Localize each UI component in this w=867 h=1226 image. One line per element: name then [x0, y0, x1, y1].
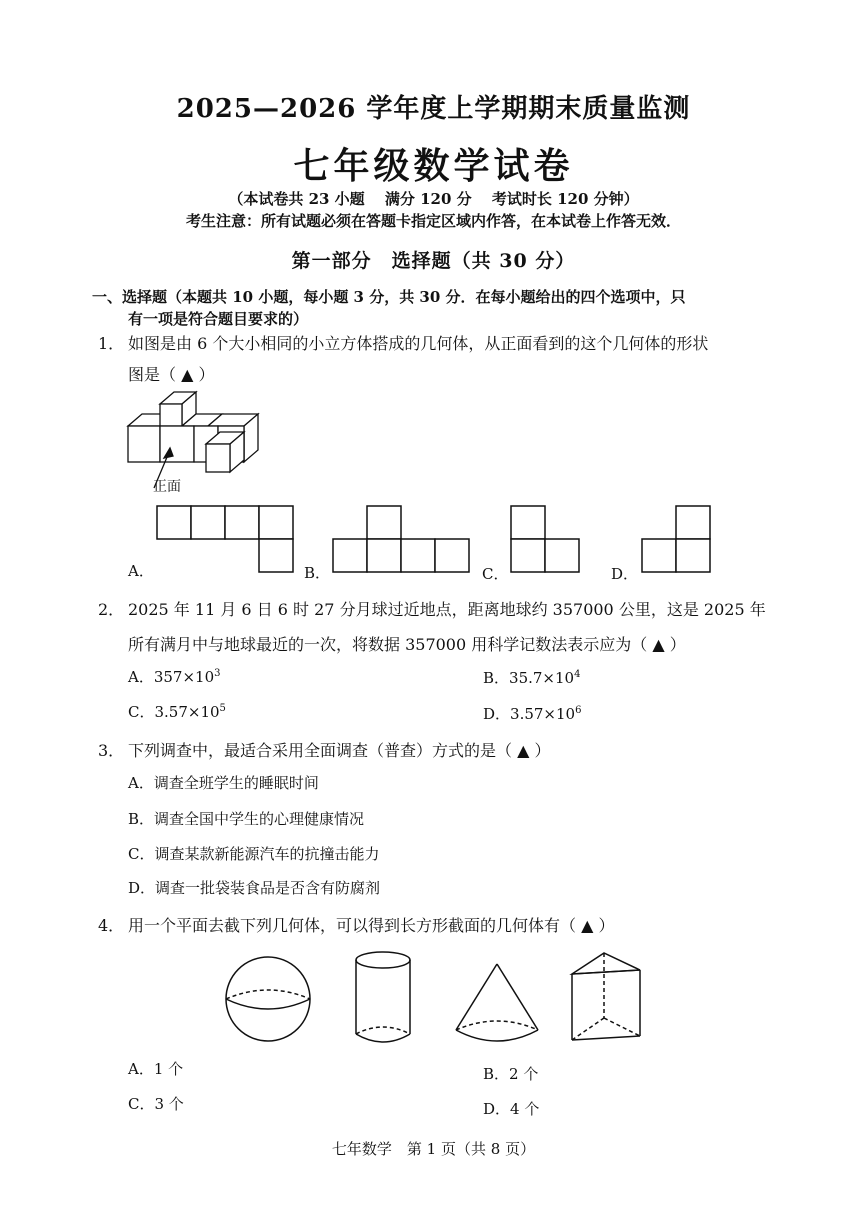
option-base: 357×10: [153, 668, 215, 686]
section-heading-line2: 有一项是符合题目要求的）: [128, 310, 309, 328]
question-4-option-b[interactable]: B．2 个: [483, 1065, 539, 1083]
question-2-option-c[interactable]: [128, 701, 226, 722]
question-3-option-c[interactable]: C．调查某款新能源汽车的抗撞击能力: [128, 845, 380, 863]
exam-notice: 考生注意：所有试题必须在答题卡指定区域内作答，在本试卷上作答无效．: [185, 212, 681, 230]
question-3-option-b[interactable]: B．调查全国中学生的心理健康情况: [128, 810, 365, 828]
question-1-number: 1．: [98, 334, 125, 353]
exam-title-line1: 2025—2026 学年度上学期期末质量监测: [176, 94, 691, 124]
sphere-figure: [224, 955, 314, 1043]
option-b-label[interactable]: B．: [304, 564, 331, 582]
question-4-number: 4．: [98, 916, 125, 935]
question-1-text-line1: 如图是由 6 个大小相同的小立方体搭成的几何体，从正面看到的这个几何体的形状: [128, 334, 709, 353]
option-a-label[interactable]: A．: [128, 562, 154, 580]
figure-front-label: 正面: [153, 479, 181, 495]
exam-title-line2: 七年级数学试卷: [293, 145, 574, 187]
option-c-view: [510, 505, 590, 575]
question-3-option-a[interactable]: A．调查全班学生的睡眠时间: [128, 774, 319, 792]
option-a-view: [156, 505, 296, 575]
option-label: B．: [483, 669, 510, 687]
option-exponent: 5: [219, 703, 226, 714]
exam-info: （本试卷共 23 小题 满分 120 分 考试时长 120 分钟）: [228, 190, 639, 208]
option-label: D．: [483, 705, 511, 723]
prism-figure: [568, 950, 644, 1046]
question-2-text-line1: 2025 年 11 月 6 日 6 时 27 分月球过近地点，距离地球约 357000 公里，这是 2025 年: [128, 600, 766, 619]
option-base: 3.57×10: [154, 703, 220, 721]
page-footer: 七年数学 第 1 页（共 8 页）: [331, 1140, 536, 1158]
cone-figure: [453, 962, 543, 1046]
question-2-number: 2．: [98, 600, 125, 619]
question-2-option-a[interactable]: [128, 666, 221, 687]
question-4-option-a[interactable]: A．1 个: [128, 1060, 184, 1078]
question-3-option-d[interactable]: D．调查一批袋装食品是否含有防腐剂: [128, 879, 381, 897]
question-1-text-line2: 图是（ ▲ ）: [128, 365, 215, 384]
option-d-view: [641, 505, 721, 575]
option-base: 35.7×10: [509, 669, 575, 687]
option-exponent: 3: [214, 668, 221, 679]
option-label: C．: [128, 703, 155, 721]
cube-solid-figure: [120, 388, 270, 498]
option-exponent: 6: [575, 705, 582, 716]
option-label: A．: [128, 668, 154, 686]
cylinder-figure: [354, 950, 414, 1046]
option-b-view: [332, 505, 472, 575]
section-heading-line1: 一、选择题（本题共 10 小题，每小题 3 分，共 30 分．在每小题给出的四个选项中，只: [92, 288, 686, 306]
option-d-label[interactable]: D．: [611, 565, 639, 583]
question-3-text: 下列调查中，最适合采用全面调查（普查）方式的是（ ▲ ）: [128, 741, 551, 760]
option-c-label[interactable]: C．: [482, 565, 509, 583]
question-2-option-b[interactable]: [483, 667, 580, 688]
question-2-option-d[interactable]: [483, 703, 581, 724]
option-exponent: 4: [574, 669, 581, 680]
option-base: 3.57×10: [510, 705, 576, 723]
part1-title: 第一部分 选择题（共 30 分）: [291, 250, 576, 272]
question-4-option-c[interactable]: C．3 个: [128, 1095, 184, 1113]
question-3-number: 3．: [98, 741, 125, 760]
question-4-option-d[interactable]: D．4 个: [483, 1100, 540, 1118]
question-4-text: 用一个平面去截下列几何体，可以得到长方形截面的几何体有（ ▲ ）: [128, 916, 615, 935]
question-2-text-line2: 所有满月中与地球最近的一次，将数据 357000 用科学记数法表示应为（ ▲ ）: [128, 635, 686, 654]
